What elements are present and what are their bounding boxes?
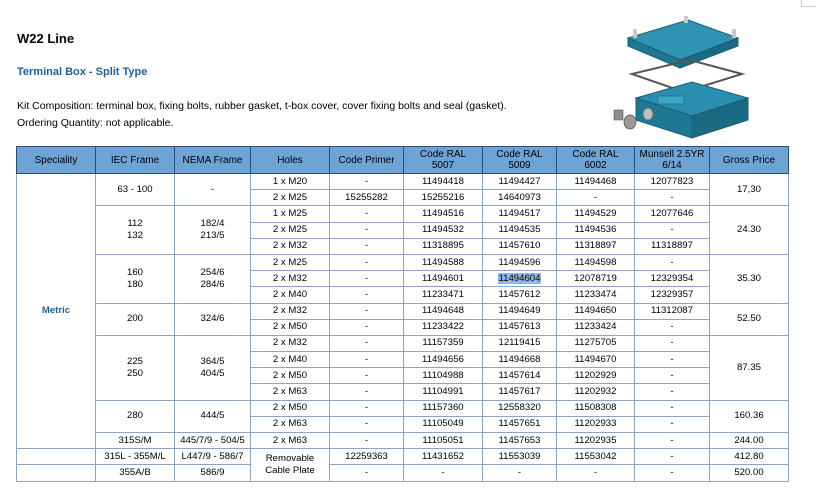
column-header-code-primer: Code Primer xyxy=(330,147,404,174)
window-corner xyxy=(801,0,816,7)
code-ral-5009-cell: 11457613 xyxy=(483,319,557,335)
code-ral-6002-cell: 11202935 xyxy=(557,433,635,449)
section-subtitle: Terminal Box - Split Type xyxy=(17,66,148,78)
code-ral-5009-cell: 11494517 xyxy=(483,206,557,222)
code-ral-5007-cell: 11431652 xyxy=(404,449,483,465)
code-ral-5009-cell: 11457617 xyxy=(483,384,557,400)
code-ral-5007-cell: 11494656 xyxy=(404,352,483,368)
code-ral-5009-cell: 12558320 xyxy=(483,400,557,416)
code-ral-6002-cell: 11494650 xyxy=(557,303,635,319)
holes-cell: 2 x M63 xyxy=(251,384,330,400)
column-header-iec-frame: IEC Frame xyxy=(96,147,175,174)
code-ral-5007-cell: 11105051 xyxy=(404,433,483,449)
code-primer-cell: - xyxy=(330,287,404,303)
code-primer-cell: 15255282 xyxy=(330,190,404,206)
iec-frame-cell: 355A/B xyxy=(96,465,175,481)
code-ral-5007-cell: - xyxy=(404,465,483,481)
iec-frame-cell: 112 132 xyxy=(96,206,175,255)
gross-price-cell: 17,30 xyxy=(710,174,789,206)
code-primer-cell: - xyxy=(330,222,404,238)
code-ral-6002-cell: 11494529 xyxy=(557,206,635,222)
munsell-cell: 12329357 xyxy=(635,287,710,303)
munsell-cell: - xyxy=(635,335,710,351)
nema-frame-cell: 445/7/9 - 504/5 xyxy=(175,433,251,449)
code-ral-5009-cell: 12119415 xyxy=(483,335,557,351)
holes-cell: 2 x M50 xyxy=(251,368,330,384)
code-ral-5007-cell: 11233422 xyxy=(404,319,483,335)
column-header-holes: Holes xyxy=(251,147,330,174)
table-row xyxy=(17,449,789,465)
code-primer-cell: - xyxy=(330,400,404,416)
nema-frame-cell: 444/5 xyxy=(175,400,251,432)
code-ral-5009-cell: 11494649 xyxy=(483,303,557,319)
column-header-code-ral-5009: Code RAL 5009 xyxy=(483,147,557,174)
gross-price-cell: 24.30 xyxy=(710,206,789,255)
munsell-cell: - xyxy=(635,465,710,481)
munsell-cell: - xyxy=(635,384,710,400)
code-ral-5009-cell: 11494596 xyxy=(483,254,557,270)
munsell-cell: 11312087 xyxy=(635,303,710,319)
gross-price-cell: 160.36 xyxy=(710,400,789,432)
code-ral-5007-cell: 11104991 xyxy=(404,384,483,400)
table-row xyxy=(17,433,789,449)
holes-cell: 2 x M32 xyxy=(251,303,330,319)
munsell-cell: 12077646 xyxy=(635,206,710,222)
column-header-speciality: Speciality xyxy=(17,147,96,174)
code-primer-cell: - xyxy=(330,384,404,400)
holes-cell: 2 x M25 xyxy=(251,190,330,206)
selected-text-highlight: 11494604 xyxy=(498,272,541,284)
table-row xyxy=(17,206,789,222)
code-ral-6002-cell: 11494536 xyxy=(557,222,635,238)
munsell-cell: - xyxy=(635,368,710,384)
code-primer-cell: 12259363 xyxy=(330,449,404,465)
munsell-cell: - xyxy=(635,254,710,270)
code-ral-5009-cell: 11494668 xyxy=(483,352,557,368)
munsell-cell: - xyxy=(635,222,710,238)
munsell-cell: - xyxy=(635,352,710,368)
column-header-code-ral-5007: Code RAL 5007 xyxy=(404,147,483,174)
holes-cell: Removable Cable Plate xyxy=(251,449,330,481)
column-header-code-ral-6002: Code RAL 6002 xyxy=(557,147,635,174)
code-primer-cell: - xyxy=(330,352,404,368)
kit-composition-text: Kit Composition: terminal box, fixing bolts, rubber gasket, t-box cover, cover fixing bolts and seal (gasket). xyxy=(17,100,507,112)
holes-cell: 2 x M40 xyxy=(251,352,330,368)
iec-frame-cell: 200 xyxy=(96,303,175,335)
holes-cell: 2 x M50 xyxy=(251,400,330,416)
code-primer-cell: - xyxy=(330,416,404,432)
code-ral-6002-cell: 11202929 xyxy=(557,368,635,384)
munsell-cell: - xyxy=(635,190,710,206)
iec-frame-cell: 63 - 100 xyxy=(96,174,175,206)
code-ral-5007-cell: 11104988 xyxy=(404,368,483,384)
gross-price-cell: 520.00 xyxy=(710,465,789,481)
nema-frame-cell: 364/5 404/5 xyxy=(175,335,251,400)
code-ral-6002-cell: 11494670 xyxy=(557,352,635,368)
nema-frame-cell: L447/9 - 586/7 xyxy=(175,449,251,465)
nema-frame-cell: - xyxy=(175,174,251,206)
iec-frame-cell: 160 180 xyxy=(96,254,175,303)
nema-frame-cell: 324/6 xyxy=(175,303,251,335)
code-primer-cell: - xyxy=(330,335,404,351)
code-ral-5009-cell: 11457614 xyxy=(483,368,557,384)
code-primer-cell: - xyxy=(330,238,404,254)
code-ral-5007-cell: 11233471 xyxy=(404,287,483,303)
gross-price-cell: 52.50 xyxy=(710,303,789,335)
code-ral-5009-cell xyxy=(483,271,557,287)
code-ral-6002-cell: 11275705 xyxy=(557,335,635,351)
page-title: W22 Line xyxy=(17,31,75,46)
code-primer-cell: - xyxy=(330,254,404,270)
code-primer-cell: - xyxy=(330,206,404,222)
table-row xyxy=(17,400,789,416)
code-ral-5007-cell: 15255216 xyxy=(404,190,483,206)
table-row xyxy=(17,335,789,351)
holes-cell: 1 x M20 xyxy=(251,174,330,190)
code-ral-6002-cell: - xyxy=(557,465,635,481)
table-body xyxy=(17,174,789,482)
column-header-nema-frame: NEMA Frame xyxy=(175,147,251,174)
code-ral-5007-cell: 11318895 xyxy=(404,238,483,254)
munsell-cell: - xyxy=(635,449,710,465)
code-ral-5007-cell: 11157359 xyxy=(404,335,483,351)
munsell-cell: - xyxy=(635,433,710,449)
nema-frame-cell: 586/9 xyxy=(175,465,251,481)
code-primer-cell: - xyxy=(330,319,404,335)
code-ral-5007-cell: 11105049 xyxy=(404,416,483,432)
code-ral-5009-cell: 11457612 xyxy=(483,287,557,303)
code-ral-5007-cell: 11494648 xyxy=(404,303,483,319)
nema-frame-cell: 182/4 213/5 xyxy=(175,206,251,255)
munsell-cell: 12077823 xyxy=(635,174,710,190)
code-ral-6002-cell: 11202933 xyxy=(557,416,635,432)
code-primer-cell: - xyxy=(330,433,404,449)
gross-price-cell: 35.30 xyxy=(710,254,789,303)
holes-cell: 2 x M25 xyxy=(251,222,330,238)
gross-price-cell: 87.35 xyxy=(710,335,789,400)
code-ral-6002-cell: 11508308 xyxy=(557,400,635,416)
table-header xyxy=(17,147,789,174)
holes-cell: 2 x M40 xyxy=(251,287,330,303)
gross-price-cell: 244.00 xyxy=(710,433,789,449)
iec-frame-cell: 280 xyxy=(96,400,175,432)
holes-cell: 1 x M25 xyxy=(251,206,330,222)
speciality-cell: Metric xyxy=(17,174,96,449)
code-ral-5009-cell: 11457651 xyxy=(483,416,557,432)
holes-cell: 2 x M32 xyxy=(251,238,330,254)
table-row xyxy=(17,303,789,319)
code-primer-cell: - xyxy=(330,174,404,190)
code-ral-6002-cell: 11318897 xyxy=(557,238,635,254)
code-primer-cell: - xyxy=(330,368,404,384)
code-ral-5009-cell: - xyxy=(483,465,557,481)
kit-description xyxy=(17,98,507,132)
code-primer-cell: - xyxy=(330,303,404,319)
munsell-cell: - xyxy=(635,400,710,416)
column-header-gross-price: Gross Price xyxy=(710,147,789,174)
code-ral-5009-cell: 11553039 xyxy=(483,449,557,465)
code-ral-6002-cell: 11553042 xyxy=(557,449,635,465)
code-ral-5009-cell: 11457653 xyxy=(483,433,557,449)
iec-frame-cell: 315L - 355M/L xyxy=(96,449,175,465)
code-ral-5007-cell: 11494418 xyxy=(404,174,483,190)
code-ral-6002-cell: 11233474 xyxy=(557,287,635,303)
code-ral-6002-cell: - xyxy=(557,190,635,206)
holes-cell: 2 x M32 xyxy=(251,335,330,351)
table-row xyxy=(17,174,789,190)
code-ral-6002-cell: 11494598 xyxy=(557,254,635,270)
holes-cell: 2 x M63 xyxy=(251,416,330,432)
code-ral-5009-cell: 11457610 xyxy=(483,238,557,254)
code-ral-6002-cell: 11202932 xyxy=(557,384,635,400)
holes-cell: 2 x M25 xyxy=(251,254,330,270)
munsell-cell: - xyxy=(635,416,710,432)
code-ral-5009-cell: 11494535 xyxy=(483,222,557,238)
code-ral-5007-cell: 11494588 xyxy=(404,254,483,270)
code-ral-5007-cell: 11494532 xyxy=(404,222,483,238)
code-ral-5009-cell: 14640973 xyxy=(483,190,557,206)
header-row xyxy=(17,147,789,174)
code-primer-cell: - xyxy=(330,465,404,481)
terminal-box-image xyxy=(608,16,758,140)
column-header-munsell-2-5yr-6-14: Munsell 2.5YR 6/14 xyxy=(635,147,710,174)
munsell-cell: 12329354 xyxy=(635,271,710,287)
code-ral-5007-cell: 11157360 xyxy=(404,400,483,416)
code-ral-5009-cell: 11494427 xyxy=(483,174,557,190)
nema-frame-cell: 254/6 284/6 xyxy=(175,254,251,303)
table-row xyxy=(17,254,789,270)
code-ral-6002-cell: 11494468 xyxy=(557,174,635,190)
speciality-cell xyxy=(17,449,96,465)
code-primer-cell: - xyxy=(330,271,404,287)
munsell-cell: 11318897 xyxy=(635,238,710,254)
price-table xyxy=(16,146,789,482)
code-ral-5007-cell: 11494516 xyxy=(404,206,483,222)
gross-price-cell: 412.80 xyxy=(710,449,789,465)
munsell-cell: - xyxy=(635,319,710,335)
code-ral-6002-cell: 12078719 xyxy=(557,271,635,287)
code-ral-5007-cell: 11494601 xyxy=(404,271,483,287)
holes-cell: 2 x M63 xyxy=(251,433,330,449)
holes-cell: 2 x M50 xyxy=(251,319,330,335)
iec-frame-cell: 225 250 xyxy=(96,335,175,400)
holes-cell: 2 x M32 xyxy=(251,271,330,287)
table-row xyxy=(17,465,789,481)
ordering-quantity-text: Ordering Quantity: not applicable. xyxy=(17,117,174,129)
iec-frame-cell: 315S/M xyxy=(96,433,175,449)
code-ral-6002-cell: 11233424 xyxy=(557,319,635,335)
speciality-cell xyxy=(17,465,96,481)
